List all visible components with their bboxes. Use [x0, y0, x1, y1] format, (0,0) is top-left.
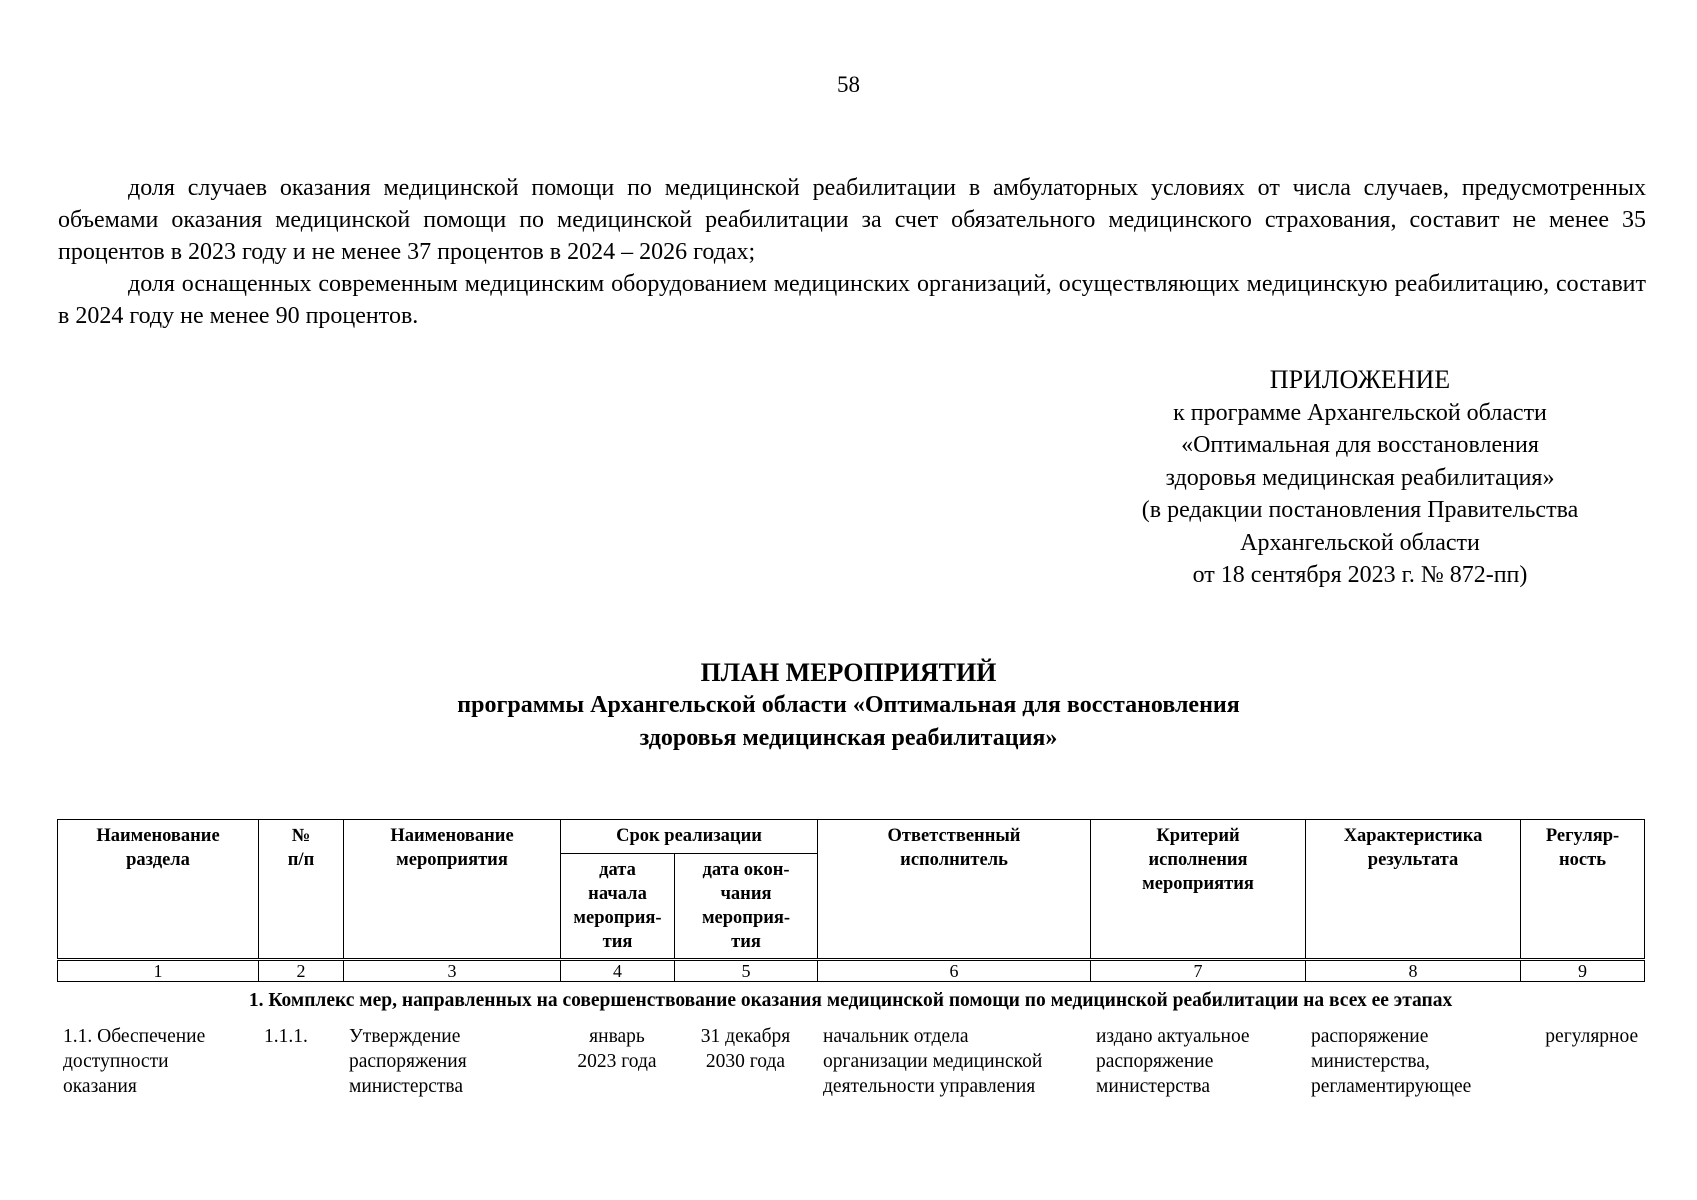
header-period: Срок реализации: [561, 820, 818, 854]
column-number: 4: [561, 960, 675, 982]
plan-table-body: [57, 988, 1644, 1099]
cell-event: Утверждение распоряжения министерства: [349, 1026, 467, 1097]
appendix-line: здоровья медицинская реабилитация»: [1165, 464, 1555, 491]
column-number: 3: [344, 960, 561, 982]
section-title: 1. Комплекс мер, направленных на совершенствование оказания медицинской помощи по медицинской реабилитации на всех ее этапах: [248, 990, 1453, 1011]
column-number: 2: [259, 960, 344, 982]
header-event-name: Наименование мероприятия: [344, 820, 561, 960]
cell-executor: начальник отдела организации медицинской деятельности управления: [823, 1026, 1043, 1097]
header-regularity: Регуляр- ность: [1521, 820, 1645, 960]
header-number: № п/п: [259, 820, 344, 960]
plan-title: [0, 656, 1697, 755]
cell-regularity: регулярное: [1545, 1026, 1639, 1047]
column-number: 5: [675, 960, 818, 982]
column-number: 7: [1091, 960, 1306, 982]
cell-result: распоряжение министерства, регламентирующее: [1311, 1026, 1472, 1097]
cell-number: 1.1.1.: [264, 1026, 308, 1047]
plan-heading: ПЛАН МЕРОПРИЯТИЙ: [700, 658, 997, 687]
cell-start-date: январь 2023 года: [577, 1026, 657, 1072]
column-number: 8: [1306, 960, 1521, 982]
cell-section: 1.1. Обеспечение доступности оказания: [63, 1026, 206, 1097]
cell-end-date: 31 декабря 2030 года: [700, 1026, 791, 1072]
header-result: Характеристика результата: [1306, 820, 1521, 960]
intro-paragraph-1: доля случаев оказания медицинской помощи по медицинской реабилитации в амбулаторных условиях от числа случаев, предусмотренных объемами оказания медицинской помощи по медицинской реабилитации за счет обязательного медицинского страхования, составит не менее 35 процентов в 2023 году и не менее 37 процентов в 2024 – 2026 годах;: [58, 175, 1646, 265]
header-section-name: Наименование раздела: [58, 820, 259, 960]
cell-criterion: издано актуальное распоряжение министерства: [1096, 1026, 1250, 1097]
plan-subtitle-line-1: программы Архангельской области «Оптимальная для восстановления: [457, 692, 1240, 718]
appendix-line: (в редакции постановления Правительства: [1141, 497, 1579, 523]
header-executor: Ответственный исполнитель: [818, 820, 1091, 960]
table-row: [57, 1013, 1644, 1099]
page-number: 58: [837, 72, 860, 97]
plan-subtitle-line-2: здоровья медицинская реабилитация»: [639, 725, 1058, 751]
appendix-heading: ПРИЛОЖЕНИЕ: [1269, 365, 1451, 394]
column-number: 6: [818, 960, 1091, 982]
column-number: 9: [1521, 960, 1645, 982]
intro-text: [58, 172, 1646, 332]
header-start-date: дата начала мероприя- тия: [561, 854, 675, 960]
column-number: 1: [58, 960, 259, 982]
header-end-date: дата окон- чания мероприя- тия: [675, 854, 818, 960]
header-criterion: Критерий исполнения мероприятия: [1091, 820, 1306, 960]
intro-paragraph-2: доля оснащенных современным медицинским оборудованием медицинских организаций, осуществляющих медицинскую реабилитацию, составит в 2024 году не менее 90 процентов.: [58, 271, 1646, 329]
appendix-line: от 18 сентября 2023 г. № 872-пп): [1192, 562, 1528, 588]
appendix-line: «Оптимальная для восстановления: [1181, 432, 1539, 458]
plan-table-header: [57, 819, 1645, 982]
appendix-line: к программе Архангельской области: [1173, 399, 1547, 426]
appendix-line: Архангельской области: [1240, 529, 1480, 556]
appendix-block: [1100, 364, 1620, 592]
